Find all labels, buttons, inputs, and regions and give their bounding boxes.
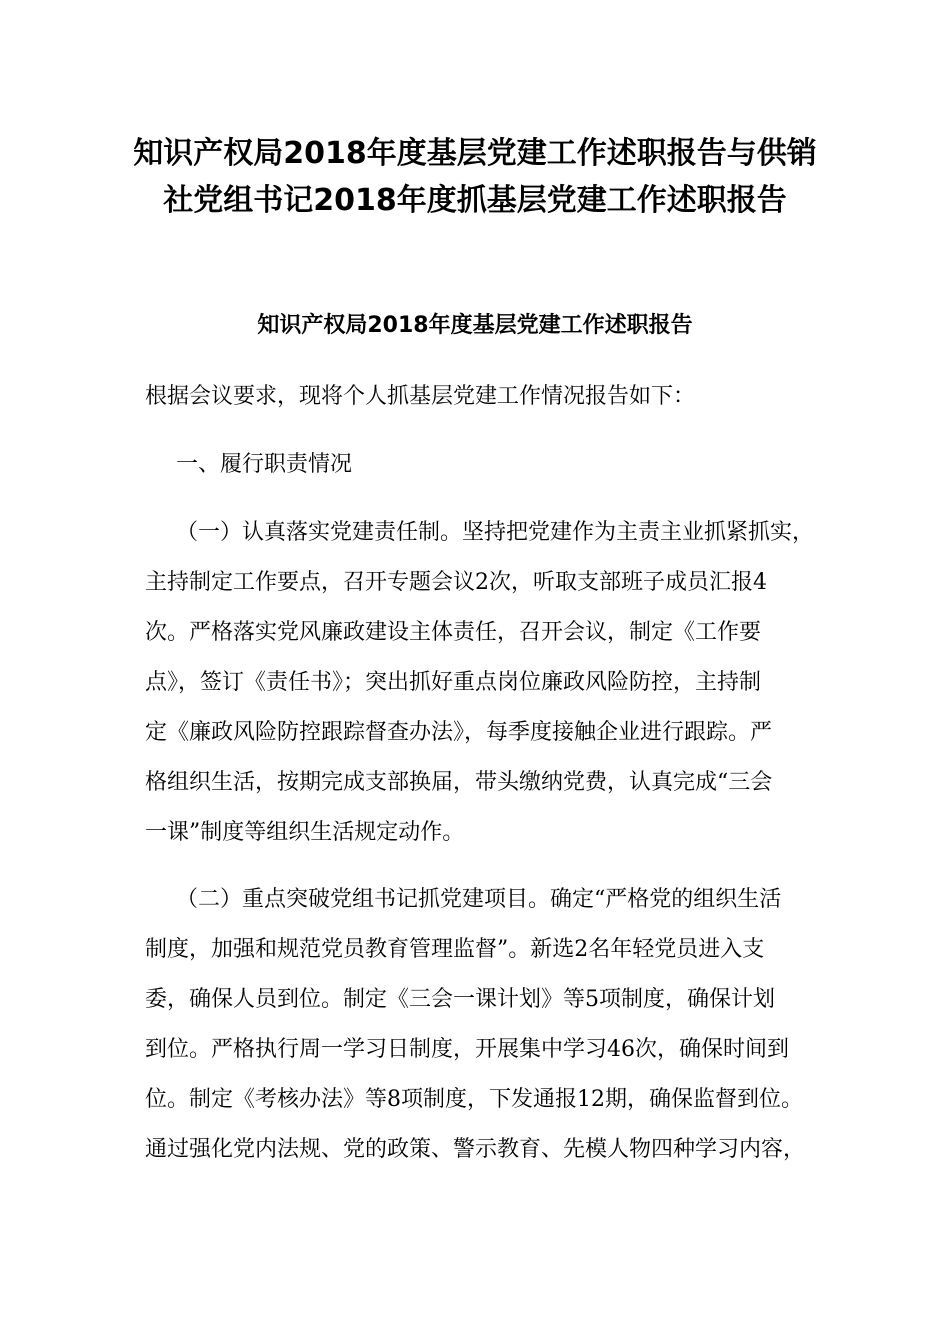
body-line: 次。严格落实党风廉政建设主体责任，召开会议，制定《工作要 (145, 620, 762, 645)
body-line: 点》，签订《责任书》；突出抓好重点岗位廉政风险防控，主持制 (145, 670, 762, 695)
body-line: 定《廉政风险防控跟踪督查办法》，每季度接触企业进行跟踪。严 (145, 720, 773, 745)
body-line: 一课”制度等组织生活规定动作。 (145, 820, 465, 845)
body-line: 委，确保人员到位。制定《三会一课计划》等5项制度，确保计划 (145, 987, 775, 1012)
section-title: 知识产权局2018年度基层党建工作述职报告 (257, 313, 693, 338)
document-title-line-2: 社党组书记2018年度抓基层党建工作述职报告 (163, 183, 787, 218)
body-line: 到位。严格执行周一学习日制度，开展集中学习46次，确保时间到 (145, 1037, 789, 1062)
body-line: 通过强化党内法规、党的政策、警示教育、先模人物四种学习内容， (145, 1137, 806, 1162)
body-line: （一）认真落实党建责任制。坚持把党建作为主责主业抓紧抓实， (176, 520, 815, 545)
body-paragraph-intro: 根据会议要求，现将个人抓基层党建工作情况报告如下： (145, 384, 696, 409)
body-line: 主持制定工作要点，召开专题会议2次，听取支部班子成员汇报4 (145, 570, 767, 595)
body-line: 格组织生活，按期完成支部换届，带头缴纳党费，认真完成“三会 (145, 770, 773, 795)
section-heading-1: 一、履行职责情况 (176, 452, 353, 477)
body-line: （二）重点突破党组书记抓党建项目。确定“严格党的组织生活 (176, 887, 782, 912)
document-title-line-1: 知识产权局2018年度基层党建工作述职报告与供销 (133, 136, 817, 171)
body-line: 制度，加强和规范党员教育管理监督”。新选2名年轻党员进入支 (145, 937, 765, 962)
body-line: 位。制定《考核办法》等8项制度，下发通报12期，确保监督到位。 (145, 1087, 803, 1112)
